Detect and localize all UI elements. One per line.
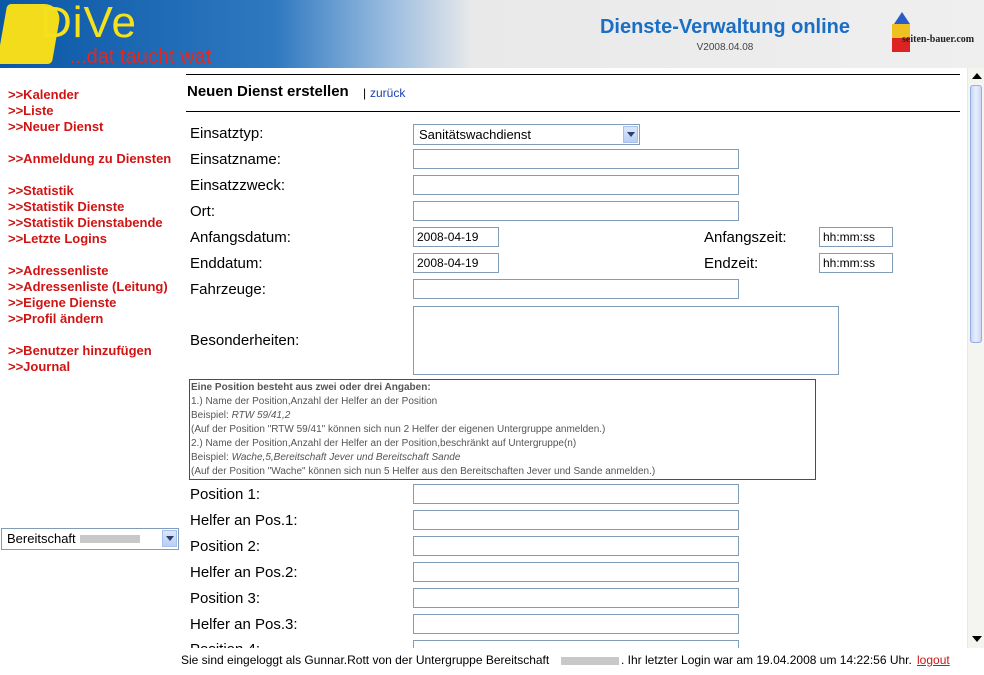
einsatztyp-select[interactable] (413, 124, 640, 145)
position2-input[interactable] (413, 536, 739, 556)
logout-link[interactable]: logout (917, 653, 950, 667)
help-line: 2.) Name der Position,Anzahl der Helfer an der Position,beschränkt auf Untergruppe(n) (191, 438, 577, 449)
nav-liste[interactable]: >>Liste (8, 103, 54, 118)
nav-anmeldung[interactable]: >>Anmeldung zu Diensten (8, 151, 172, 166)
nav-kalender[interactable]: >>Kalender (8, 87, 79, 102)
helfer1-input[interactable] (413, 510, 739, 530)
login-info-text: Sie sind eingeloggt als Gunnar.Rott von der Untergruppe Bereitschaft (181, 653, 550, 667)
chevron-down-icon[interactable] (162, 530, 177, 547)
nav-statistik[interactable]: >>Statistik (8, 183, 74, 198)
redacted-group-name (80, 535, 140, 543)
help-heading: Eine Position besteht aus zwei oder drei Angaben: (191, 382, 431, 393)
helfer3-label: Helfer an Pos.3: (190, 616, 298, 633)
app-version: V2008.04.08 (696, 42, 754, 53)
sidebar-nav (0, 68, 182, 648)
position3-input[interactable] (413, 588, 739, 608)
brand-logo (890, 12, 984, 56)
anfangsdatum-label: Anfangsdatum: (190, 229, 291, 246)
endzeit-label: Endzeit: (704, 255, 759, 272)
nav-profil-aendern[interactable]: >>Profil ändern (8, 311, 104, 326)
einsatzzweck-label: Einsatzzweck: (190, 177, 286, 194)
group-select-value: Bereitschaft (7, 531, 76, 546)
ort-input[interactable] (413, 201, 739, 221)
back-link[interactable]: zurück (370, 86, 406, 100)
anfangszeit-input[interactable]: hh:mm:ss (819, 227, 893, 247)
help-example (191, 451, 814, 465)
fahrzeuge-label: Fahrzeuge: (190, 281, 266, 298)
nav-adressenliste[interactable]: >>Adressenliste (8, 263, 109, 278)
einsatzzweck-input[interactable] (413, 175, 739, 195)
scroll-up-arrow-icon[interactable] (970, 70, 983, 83)
nav-neuer-dienst[interactable]: >>Neuer Dienst (8, 119, 104, 134)
ort-label: Ort: (190, 203, 215, 220)
chevron-down-icon[interactable] (623, 126, 638, 143)
position-help-box (189, 379, 816, 480)
einsatzname-label: Einsatzname: (190, 151, 281, 168)
help-line: 1.) Name der Position,Anzahl der Helfer an der Position (191, 396, 438, 407)
besonderheiten-label: Besonderheiten: (190, 332, 300, 349)
group-select[interactable] (1, 528, 179, 550)
helfer1-label: Helfer an Pos.1: (190, 512, 298, 529)
nav-statistik-dienstabende[interactable]: >>Statistik Dienstabende (8, 215, 163, 230)
example-value: Wache,5,Bereitschaft Jever und Bereitschaft Sande (231, 452, 461, 463)
help-line: (Auf der Position "RTW 59/41" können sich nun 2 Helfer der eigenen Untergruppe anmelden.) (191, 424, 606, 435)
nav-benutzer-hinzufuegen[interactable]: >>Benutzer hinzufügen (8, 343, 152, 358)
example-prefix: Beispiel: (191, 452, 229, 463)
nav-letzte-logins[interactable]: >>Letzte Logins (8, 231, 107, 246)
example-value: RTW 59/41,2 (231, 410, 291, 421)
position3-label: Position 3: (190, 590, 261, 607)
position1-input[interactable] (413, 484, 739, 504)
brand-pyramid-icon (894, 12, 910, 24)
endzeit-input[interactable]: hh:mm:ss (819, 253, 893, 273)
scroll-down-arrow-icon[interactable] (970, 633, 983, 646)
nav-adressenliste-leitung[interactable]: >>Adressenliste (Leitung) (8, 279, 168, 294)
besonderheiten-textarea[interactable] (413, 306, 839, 375)
enddatum-label: Enddatum: (190, 255, 263, 272)
position1-label: Position 1: (190, 486, 261, 503)
helfer2-label: Helfer an Pos.2: (190, 564, 298, 581)
brand-text: seiten-bauer.com (902, 34, 975, 45)
helfer3-input[interactable] (413, 614, 739, 634)
title-separator: | (363, 86, 367, 100)
nav-journal[interactable]: >>Journal (8, 359, 71, 374)
einsatzname-input[interactable] (413, 149, 739, 169)
main-content (186, 68, 966, 648)
nav-statistik-dienste[interactable]: >>Statistik Dienste (8, 199, 125, 214)
app-title: Dienste-Verwaltung online (599, 16, 851, 38)
logo-tagline: ...dat taucht wat (70, 46, 212, 68)
einsatztyp-label: Einsatztyp: (190, 125, 264, 142)
help-example (191, 409, 814, 423)
einsatztyp-value: Sanitätswachdienst (419, 127, 532, 142)
position2-label: Position 2: (190, 538, 261, 555)
example-prefix: Beispiel: (191, 410, 229, 421)
fahrzeuge-input[interactable] (413, 279, 739, 299)
last-login-text: . Ihr letzter Login war am 19.04.2008 um 14:22:56 Uhr. (621, 653, 912, 667)
nav-eigene-dienste[interactable]: >>Eigene Dienste (8, 295, 117, 310)
help-line: (Auf der Position "Wache" können sich nun 5 Helfer aus den Bereitschaften Jever und Sande anmelden.) (191, 466, 656, 477)
enddatum-input[interactable]: 2008-04-19 (413, 253, 499, 273)
redacted-group-name (561, 657, 619, 665)
app-header (0, 0, 984, 68)
logo-text: DiVe (40, 0, 137, 47)
divider (186, 111, 960, 112)
scroll-thumb[interactable] (970, 85, 982, 343)
status-footer (0, 648, 984, 675)
anfangsdatum-input[interactable]: 2008-04-19 (413, 227, 499, 247)
vertical-scrollbar[interactable] (967, 68, 984, 648)
divider (186, 74, 960, 75)
helfer2-input[interactable] (413, 562, 739, 582)
page-title: Neuen Dienst erstellen (187, 83, 349, 100)
anfangszeit-label: Anfangszeit: (704, 229, 787, 246)
